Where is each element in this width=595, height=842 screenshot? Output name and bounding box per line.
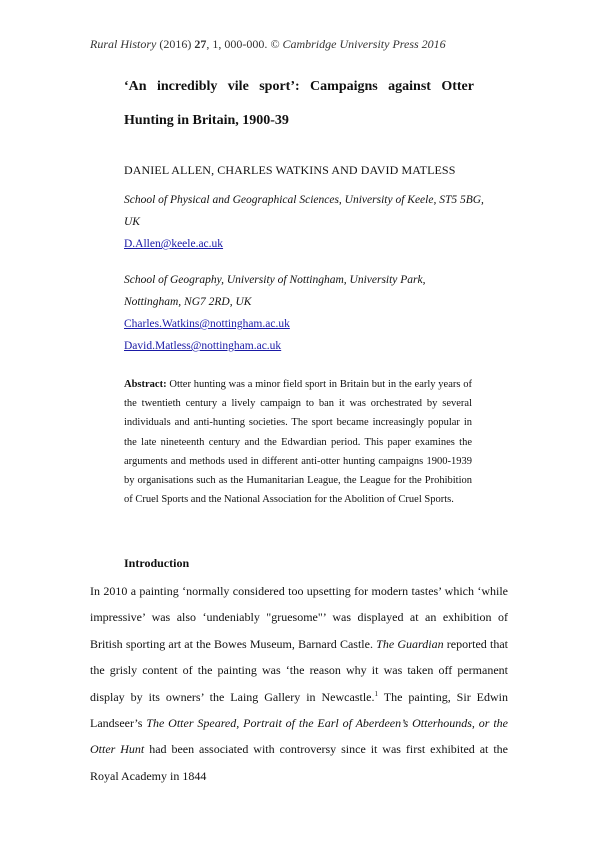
- title-word: vile: [227, 79, 249, 94]
- painting-title: The Otter Speared, Portrait of the Earl of Aberdeen’s Otterhounds, or the Otter Hunt: [90, 716, 508, 757]
- title-word: incredibly: [156, 79, 218, 94]
- title-word: sport’:: [259, 79, 300, 94]
- title-word: Campaigns: [310, 79, 378, 94]
- title-line-2: Hunting in Britain, 1900-39: [124, 113, 289, 128]
- newspaper-title: The Guardian: [376, 636, 444, 651]
- text-run: reported that the grisly content of the painting was ‘the reason why it was taken off permanent display by its owners’ the Laing Gallery in Newcastle.: [90, 636, 508, 704]
- journal-name: Rural History: [90, 37, 157, 51]
- journal-header: [90, 37, 446, 52]
- section-heading-introduction: Introduction: [124, 556, 190, 570]
- title-word: Otter: [441, 79, 474, 94]
- abstract: [124, 375, 472, 509]
- email-link-matless[interactable]: David.Matless@nottingham.ac.uk: [124, 340, 282, 352]
- affiliation-nottingham: [124, 269, 484, 357]
- title-line-1: [124, 70, 474, 104]
- text-run: In 2010 a painting ‘normally considered too upsetting for modern tastes’ which ‘while impressive’ was also ‘undeniably "gruesome"’ was displayed at an exhibition of British sporting art at the Bowes Museum, Barnard Castle.: [90, 584, 508, 651]
- journal-copyright: © Cambridge University Press 2016: [270, 37, 446, 51]
- journal-year: (2016): [159, 37, 192, 51]
- abstract-label: Abstract:: [124, 379, 167, 390]
- introduction-paragraph: [90, 578, 508, 789]
- affiliation-text: School of Geography, University of Nottingham, University Park, Nottingham, NG7 2RD, UK: [124, 274, 426, 308]
- abstract-text: Otter hunting was a minor field sport in Britain but in the early years of the twentieth century a lively campaign to ban it was orchestrated by several individuals and anti-hunting societies. The sport became increasingly popular in the late nineteenth century and the Edwardian period. This paper examines the arguments and methods used in different anti-otter hunting campaigns 1900-1939 by organisations such as the Humanitarian League, the League for the Prohibition of Cruel Sports and the National Association for the Abolition of Cruel Sports.: [124, 379, 472, 506]
- text-run: The painting, Sir Edwin Landseer’s: [90, 689, 508, 731]
- journal-issue: , 1, 000-000.: [206, 37, 268, 51]
- footnote-ref[interactable]: 1: [374, 689, 378, 698]
- affiliation-keele: [124, 189, 484, 255]
- text-run: had been associated with controversy since it was first exhibited at the Royal Academy in 1844: [90, 742, 508, 783]
- email-link-watkins[interactable]: Charles.Watkins@nottingham.ac.uk: [124, 318, 290, 330]
- journal-volume: 27: [194, 37, 207, 51]
- paper-title: [124, 70, 474, 138]
- email-link-allen[interactable]: D.Allen@keele.ac.uk: [124, 238, 224, 250]
- title-word: against: [388, 79, 431, 94]
- author-list: DANIEL ALLEN, CHARLES WATKINS AND DAVID MATLESS: [124, 163, 456, 177]
- affiliation-text: School of Physical and Geographical Sciences, University of Keele, ST5 5BG, UK: [124, 194, 484, 228]
- title-word: ‘An: [124, 79, 147, 94]
